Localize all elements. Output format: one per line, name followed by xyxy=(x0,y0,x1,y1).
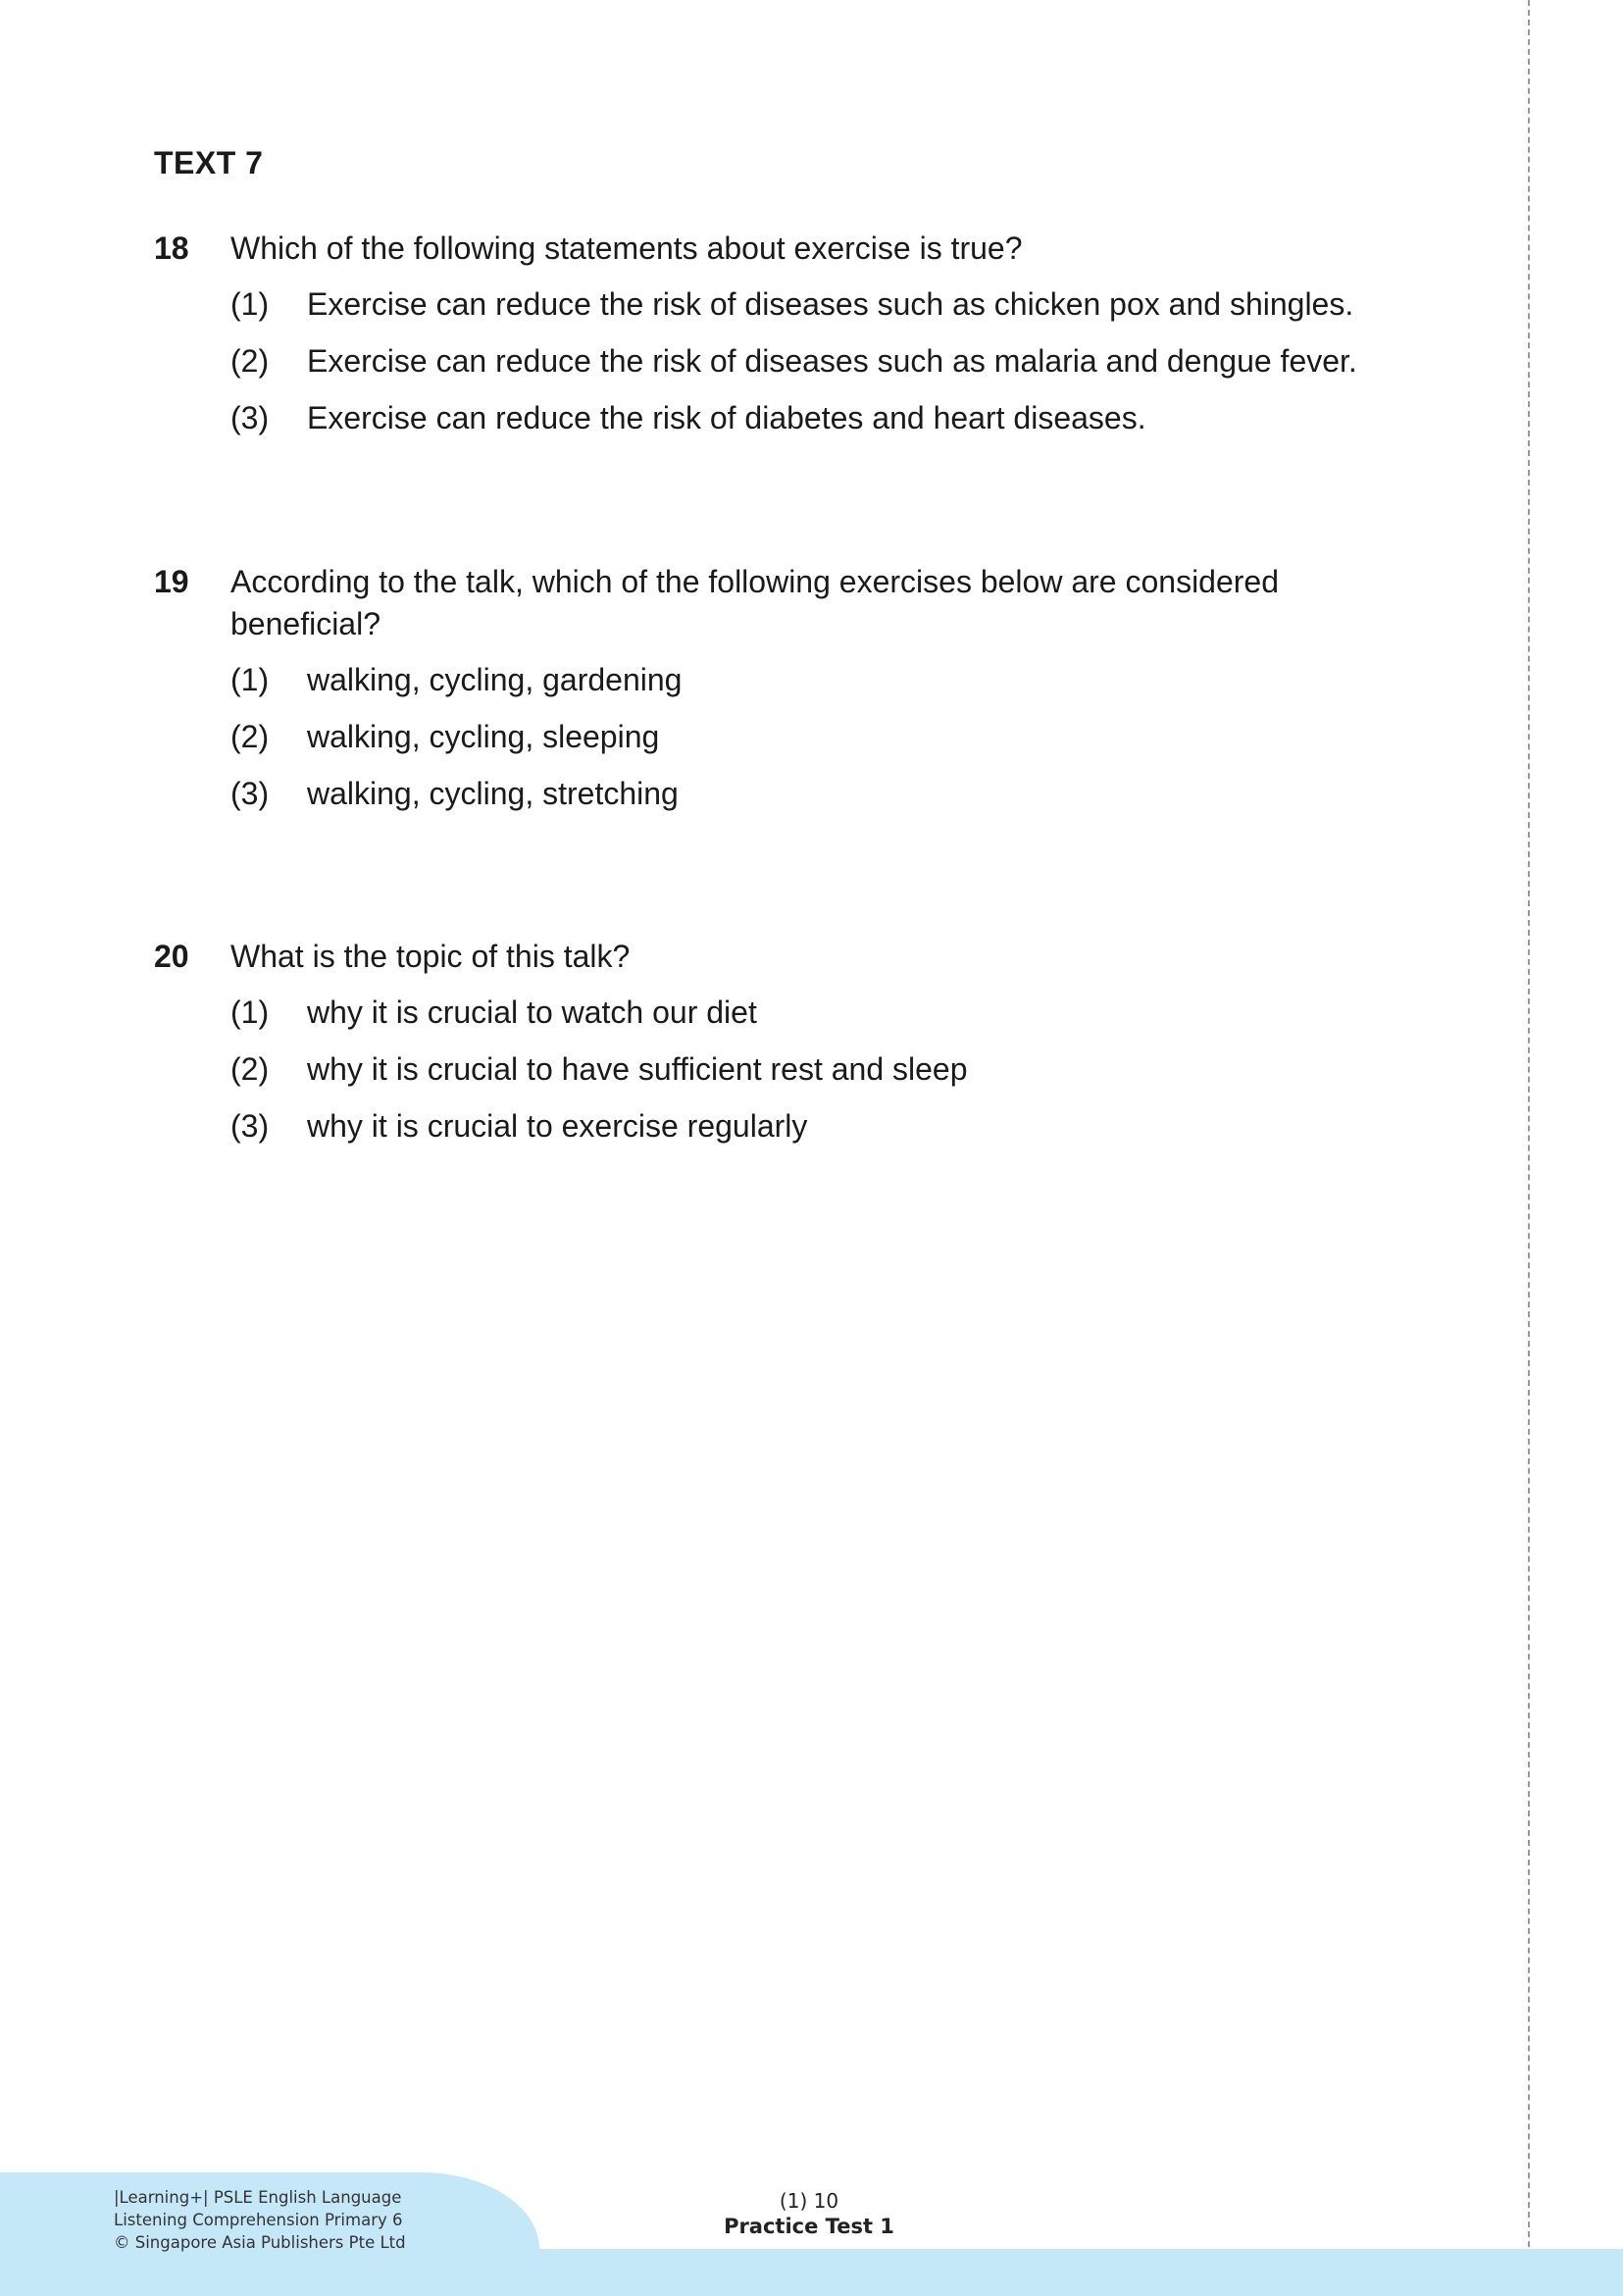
option-list xyxy=(230,992,1429,1148)
footer-line: © Singapore Asia Publishers Pte Ltd xyxy=(114,2233,406,2252)
question-20 xyxy=(154,936,1429,1162)
question-19 xyxy=(154,561,1429,830)
question-text: According to the talk, which of the following exercises below are considered beneficial? xyxy=(230,564,1280,641)
question-text: What is the topic of this talk? xyxy=(230,939,631,974)
option-label: (2) xyxy=(230,1051,270,1087)
question-18 xyxy=(154,228,1429,454)
option-item[interactable] xyxy=(230,716,1429,758)
question-text: Which of the following statements about exercise is true? xyxy=(230,230,1023,266)
dashed-cut-line xyxy=(1528,0,1530,2296)
option-label: (1) xyxy=(230,995,270,1030)
option-item[interactable] xyxy=(230,397,1429,439)
option-item[interactable] xyxy=(230,283,1429,326)
option-list xyxy=(230,283,1429,439)
option-text: Exercise can reduce the risk of diseases such as chicken pox and shingles. xyxy=(307,286,1354,322)
test-label: Practice Test 1 xyxy=(724,2215,894,2238)
option-item[interactable] xyxy=(230,1048,1429,1091)
option-text: Exercise can reduce the risk of diabetes and heart diseases. xyxy=(307,400,1146,435)
option-list xyxy=(230,659,1429,815)
option-text: why it is crucial to watch our diet xyxy=(307,995,757,1030)
option-text: walking, cycling, gardening xyxy=(307,662,683,697)
page-number: (1) 10 xyxy=(779,2189,839,2213)
option-label: (3) xyxy=(230,400,270,435)
footer-publisher-info xyxy=(114,2186,406,2254)
option-item[interactable] xyxy=(230,1105,1429,1148)
footer-line: Listening Comprehension Primary 6 xyxy=(114,2211,403,2229)
option-item[interactable] xyxy=(230,659,1429,701)
option-label: (3) xyxy=(230,1108,270,1144)
option-item[interactable] xyxy=(230,992,1429,1034)
option-label: (2) xyxy=(230,343,270,379)
section-heading: TEXT 7 xyxy=(154,145,264,180)
option-text: walking, cycling, sleeping xyxy=(307,719,660,754)
question-number: 18 xyxy=(154,230,189,266)
option-text: why it is crucial to exercise regularly xyxy=(307,1108,808,1144)
footer-band xyxy=(0,2249,1623,2296)
option-text: walking, cycling, stretching xyxy=(307,776,679,811)
option-label: (1) xyxy=(230,286,270,322)
option-text: why it is crucial to have sufficient rest and sleep xyxy=(307,1051,968,1087)
option-label: (2) xyxy=(230,719,270,754)
option-label: (1) xyxy=(230,662,270,697)
question-number: 19 xyxy=(154,564,189,599)
option-item[interactable] xyxy=(230,340,1429,383)
option-label: (3) xyxy=(230,776,270,811)
footer-line: |Learning+| PSLE English Language xyxy=(114,2188,402,2207)
question-number: 20 xyxy=(154,939,189,974)
option-text: Exercise can reduce the risk of diseases such as malaria and dengue fever. xyxy=(307,343,1357,379)
footer-page-info xyxy=(686,2188,932,2239)
option-item[interactable] xyxy=(230,773,1429,815)
